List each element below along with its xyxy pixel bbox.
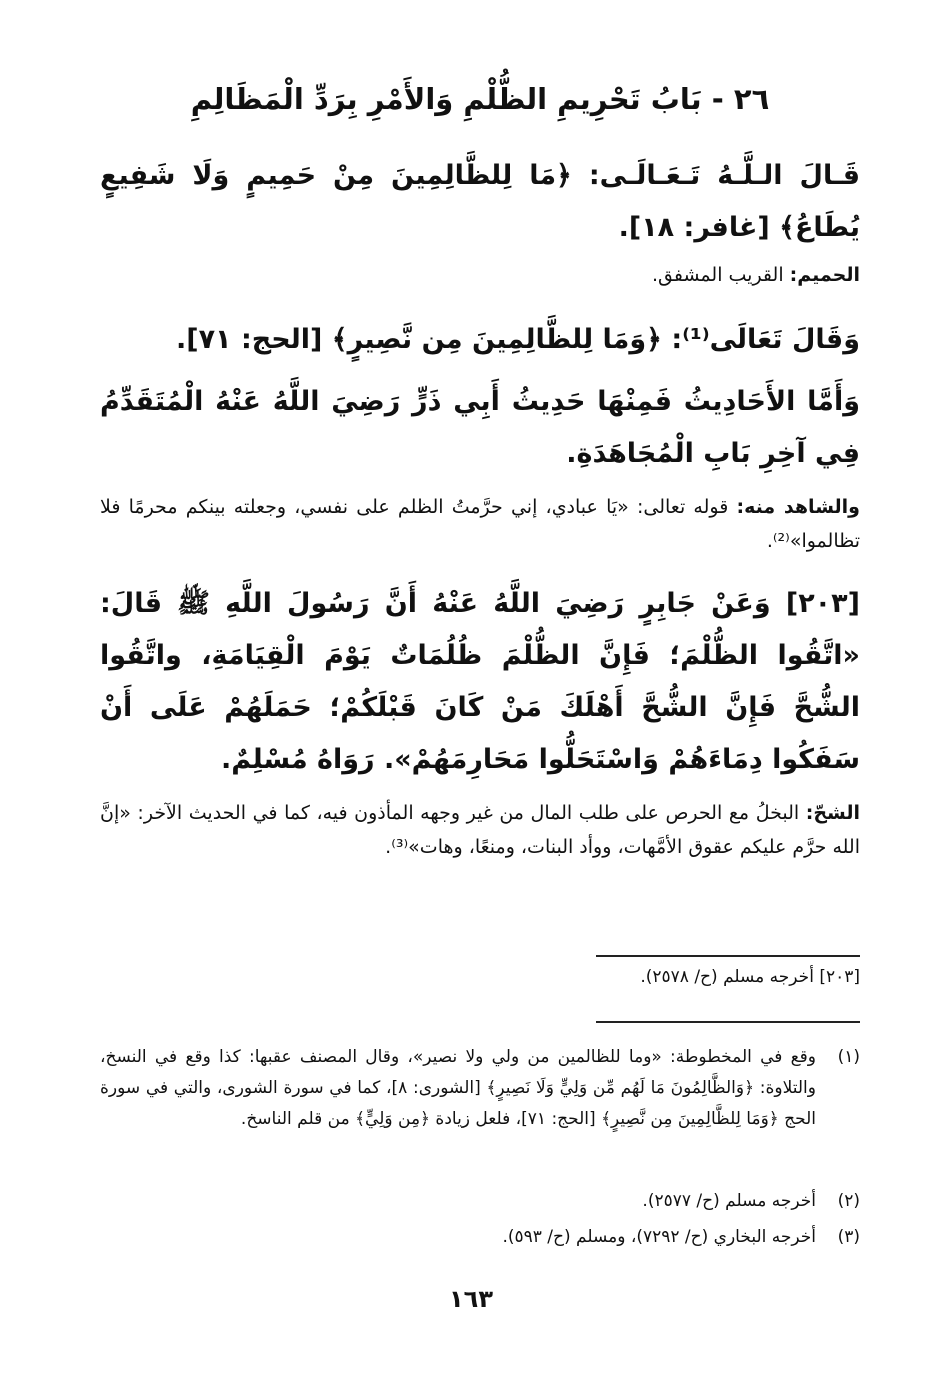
separator-rule-footnotes	[596, 1021, 860, 1023]
footnote-number: (٣)	[837, 1227, 860, 1247]
hadith-203: [٢٠٣] وَعَنْ جَابِرٍ رَضِيَ اللَّهُ عَنْهُ أَنَّ رَسُولَ اللَّهِ ﷺ قَالَ: «اتَّقُوا الظُّلْمَ؛ فَإِنَّ الظُّلْمَ ظُلُمَاتٌ يَوْمَ الْقِيَامَةِ، واتَّقُوا الشُّحَّ فَإِنَّ الشُّحَّ أَهْلَكَ مَنْ كَانَ قَبْلَكُمْ؛ حَمَلَهُمْ عَلَى أَنْ سَفَكُوا دِمَاءَهُمْ وَاسْتَحَلُّوا مَحَارِمَهُمْ». رَوَاهُ مُسْلِمٌ.	[100, 588, 860, 775]
footnote-1	[100, 1042, 860, 1135]
takhrij-note: [٢٠٣] أخرجه مسلم (ح/ ٢٥٧٨).	[640, 967, 860, 987]
gloss-hamim-text: القريب المشفق.	[651, 264, 790, 286]
verse-ghafir: قَـالَ الـلَّـهُ تَـعَـالَـى: ﴿مَا لِلظَّالِمِينَ مِنْ حَمِيمٍ وَلَا شَفِيعٍ يُطَاعُ﴾ [غافر: ١٨].	[100, 160, 860, 243]
shuhh-text: البخلُ مع الحرص على طلب المال من غير وجهه المأذون فيه، كما في الحديث الآخر: «إنَّ الله حرَّم عليكم عقوق الأمَّهات، ووأد البنات، ومنعًا، وهات»⁽³⁾.	[100, 802, 860, 858]
page-number: ١٦٣	[449, 1285, 493, 1313]
shahid-label: والشاهد منه:	[736, 496, 860, 518]
footnote-3	[100, 1222, 860, 1253]
hadith-reference-abu-dharr: وَأَمَّا الأَحَادِيثُ فَمِنْهَا حَدِيثُ أَبِي ذَرٍّ رَضِيَ اللَّهُ عَنْهُ الْمُتَقَدِّمُ فِي آخِرِ بَابِ الْمُجَاهَدَةِ.	[100, 386, 860, 469]
chapter-title: ٢٦ - بَابُ تَحْرِيمِ الظُّلْمِ وَالأَمْرِ بِرَدِّ الْمَظَالِمِ	[190, 82, 770, 116]
shuhh-label: الشحّ:	[805, 802, 860, 824]
shuhh-paragraph	[100, 796, 860, 864]
gloss-hamim-label: الحميم:	[789, 264, 860, 286]
footnote-number: (١)	[837, 1047, 860, 1067]
gloss-hamim	[100, 258, 860, 292]
separator-rule-takhrij	[596, 955, 860, 957]
verse-hajj: وَقَالَ تَعَالَى⁽¹⁾: ﴿وَمَا لِلظَّالِمِينَ مِن نَّصِيرٍ﴾ [الحج: ٧١].	[175, 324, 860, 355]
shahid-paragraph	[100, 490, 860, 558]
shahid-text: قوله تعالى: «يَا عبادي، إني حرَّمتُ الظلم على نفسي، وجعلته بينكم محرمًا فلا تظالموا»⁽²⁾.	[100, 496, 860, 552]
footnote-text: أخرجه البخاري (ح/ ٧٢٩٢)، ومسلم (ح/ ٥٩٣).	[502, 1227, 816, 1247]
footnote-number: (٢)	[837, 1191, 860, 1211]
footnote-text: أخرجه مسلم (ح/ ٢٥٧٧).	[642, 1191, 816, 1211]
footnote-text: وقع في المخطوطة: «وما للظالمين من ولي ولا نصير»، وقال المصنف عقبها: كذا وقع في النسخ، والتلاوة: ﴿وَالظَّالِمُونَ مَا لَهُم مِّن وَلِيٍّ وَلَا نَصِيرٍ﴾ [الشورى: ٨]، كما في سورة الشورى، والتي في سورة الحج ﴿وَمَا لِلظَّالِمِينَ مِن نَّصِيرٍ﴾ [الحج: ٧١]، فلعل زيادة ﴿مِن وَلِيٍّ﴾ من قلم الناسخ.	[100, 1047, 816, 1129]
footnote-2	[100, 1186, 860, 1217]
